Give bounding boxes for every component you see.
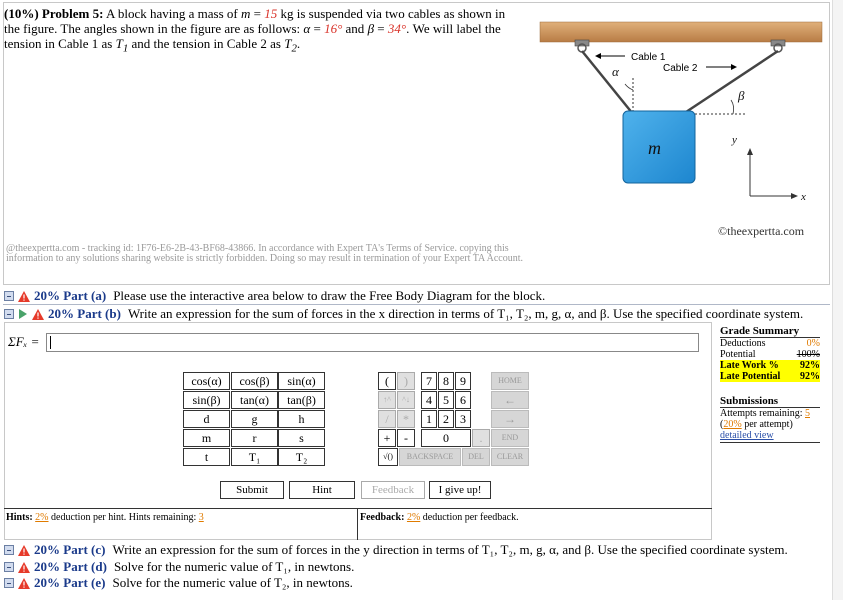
y-axis-label: y: [732, 134, 737, 146]
part-d-text: Solve for the numeric value of T₁, in newtons.: [113, 559, 355, 574]
warning-icon: [18, 562, 30, 573]
key-func[interactable]: t: [183, 448, 230, 466]
key-7[interactable]: 7: [421, 372, 437, 390]
beta-label: β: [738, 88, 745, 103]
part-a-text: Please use the interactive area below to draw the Free Body Diagram for the block.: [113, 288, 546, 303]
key-del[interactable]: DEL: [462, 448, 490, 466]
submissions-title: Submissions: [720, 396, 820, 408]
collapse-icon[interactable]: [4, 291, 14, 301]
part-b-pct: 20% Part (b): [48, 306, 121, 321]
key-func[interactable]: T₁: [231, 448, 278, 466]
key-func[interactable]: s: [278, 429, 325, 447]
per-attempt-row: (20% per attempt): [720, 419, 793, 430]
key-end[interactable]: END: [491, 429, 529, 447]
mass-unit: kg: [280, 6, 294, 21]
warning-icon: [18, 545, 30, 556]
hints-panel: [4, 508, 358, 540]
cable1-label: Cable 1: [631, 52, 666, 63]
key-mul[interactable]: *: [397, 410, 415, 428]
attempts-row: Attempts remaining: 5: [720, 408, 810, 419]
part-a-pct: 20% Part (a): [34, 288, 107, 303]
key-3[interactable]: 3: [455, 410, 471, 428]
late-work-row: Late Work % 92%: [720, 360, 820, 371]
warning-icon: [32, 309, 44, 320]
key-right[interactable]: →: [491, 410, 529, 428]
cable2-anchor: [771, 40, 785, 52]
cable1-anchor: [575, 40, 589, 52]
cable1-line: [582, 51, 633, 114]
cable2-label: Cable 2: [663, 63, 698, 74]
key-minus[interactable]: -: [397, 429, 415, 447]
key-left[interactable]: ←: [491, 391, 529, 409]
problem-statement: (10%) Problem 5: A block having a mass of m = 15 kg is suspended via two cables as shown in the figure. The angles shown in the figure are as follows: α = 16° and β = 34°. We will label the tension in Cable 1 as $T_1$ and the tension in Cable 2 as $T_2$.: [4, 6, 506, 55]
problem-text-1: A block having a mass of: [105, 6, 238, 21]
hints-label: Hints:: [6, 512, 33, 523]
play-arrow-icon: [19, 309, 27, 319]
collapse-icon[interactable]: [4, 545, 14, 555]
key-8[interactable]: 8: [438, 372, 454, 390]
part-b-row[interactable]: [4, 306, 803, 322]
key-func[interactable]: g: [231, 410, 278, 428]
warning-icon: [18, 291, 30, 302]
problem-text-2: is suspended via two cables as shown in the figure. The angles shown in the figure are as follows:: [4, 6, 506, 36]
alpha-value: 16°: [324, 21, 343, 36]
problem-header: (10%) Problem 5:: [4, 6, 104, 21]
key-sqrt[interactable]: √(): [378, 448, 398, 466]
part-a-row[interactable]: [4, 288, 545, 304]
key-paren-close[interactable]: ): [397, 372, 415, 390]
collapse-icon[interactable]: [4, 578, 14, 588]
part-c-text: Write an expression for the sum of forces in the y direction in terms of T₁, T₂, m, g, α, and β. Use the specified coordinate system.: [112, 542, 788, 557]
key-1[interactable]: 1: [421, 410, 437, 428]
give-up-button[interactable]: I give up!: [429, 481, 491, 499]
deductions-row: Deductions 0%: [720, 338, 820, 349]
mass-value: 15: [264, 6, 278, 21]
key-down[interactable]: ^↓: [397, 391, 415, 409]
part-b-text: Write an expression for the sum of forces in the x direction in terms of T₁, T₂, m, g, α, and β. Use the specified coordinate system.: [127, 306, 804, 321]
key-func[interactable]: tan(β): [278, 391, 325, 409]
ceiling: [540, 22, 822, 42]
answer-input[interactable]: [46, 333, 699, 352]
key-backspace[interactable]: BACKSPACE: [399, 448, 461, 466]
alpha-var: α: [303, 21, 311, 36]
feedback-panel: [357, 508, 712, 540]
beta-var: β: [367, 21, 375, 36]
feedback-label: Feedback:: [360, 512, 405, 523]
collapse-icon[interactable]: [4, 309, 14, 319]
key-func[interactable]: sin(α): [278, 372, 325, 390]
hints-text: deduction per hint. Hints remaining:: [51, 512, 197, 523]
and-text: and: [345, 21, 365, 36]
key-9[interactable]: 9: [455, 372, 471, 390]
key-func[interactable]: cos(α): [183, 372, 230, 390]
cable-figure: [535, 18, 830, 218]
key-dot[interactable]: .: [472, 429, 490, 447]
key-func[interactable]: h: [278, 410, 325, 428]
hint-button[interactable]: Hint: [289, 481, 355, 499]
mass-label: m: [648, 138, 661, 158]
key-func[interactable]: r: [231, 429, 278, 447]
part-c-row[interactable]: [4, 542, 788, 558]
x-axis-label: x: [801, 191, 806, 203]
t1-symbol: $T_1$: [115, 36, 129, 55]
feedback-pct: 2%: [406, 512, 421, 523]
beta-value: 34°: [387, 21, 407, 36]
cable2-line: [683, 51, 778, 114]
key-div[interactable]: /: [378, 410, 396, 428]
problem-text-3: . We will label the tension in Cable 1 as: [4, 21, 501, 51]
sum-fx-label: ΣFₓ =: [8, 334, 40, 349]
key-func[interactable]: d: [183, 410, 230, 428]
divider: [3, 304, 830, 305]
key-4[interactable]: 4: [421, 391, 437, 409]
part-e-pct: 20% Part (e): [34, 575, 106, 590]
key-plus[interactable]: +: [378, 429, 396, 447]
mass-var: m: [241, 6, 251, 21]
scrollbar[interactable]: [832, 0, 843, 600]
submissions-panel: [720, 396, 820, 443]
feedback-button[interactable]: Feedback: [361, 481, 425, 499]
submit-button[interactable]: Submit: [220, 481, 284, 499]
copyright: ©theexpertta.com: [718, 224, 805, 238]
grade-title: Grade Summary: [720, 326, 820, 338]
key-home[interactable]: HOME: [491, 372, 529, 390]
key-clear[interactable]: CLEAR: [491, 448, 529, 466]
key-6[interactable]: 6: [455, 391, 471, 409]
part-d-row[interactable]: [4, 559, 354, 575]
text-caret: [50, 336, 51, 349]
collapse-icon[interactable]: [4, 562, 14, 572]
grade-summary: [720, 326, 820, 382]
key-func[interactable]: cos(β): [231, 372, 278, 390]
part-d-pct: 20% Part (d): [34, 559, 107, 574]
part-c-pct: 20% Part (c): [34, 542, 106, 557]
alpha-label: α: [612, 64, 619, 79]
key-2[interactable]: 2: [438, 410, 454, 428]
potential-row: Potential 100%: [720, 349, 820, 360]
hints-remaining: 3: [198, 512, 204, 523]
feedback-text: deduction per feedback.: [422, 512, 519, 523]
detailed-view-link[interactable]: detailed view: [720, 430, 774, 441]
key-up[interactable]: ↑^: [378, 391, 396, 409]
key-0[interactable]: 0: [421, 429, 471, 447]
key-func[interactable]: sin(β): [183, 391, 230, 409]
late-potential-row: Late Potential 92%: [720, 371, 820, 382]
key-func[interactable]: tan(α): [231, 391, 278, 409]
key-paren-open[interactable]: (: [378, 372, 396, 390]
part-e-text: Solve for the numeric value of T₂, in newtons.: [112, 575, 353, 590]
key-func[interactable]: m: [183, 429, 230, 447]
t2-symbol: $T_2$: [284, 36, 297, 55]
key-func[interactable]: T₂: [278, 448, 325, 466]
problem-text-4: and the tension in Cable 2 as: [131, 36, 281, 51]
key-5[interactable]: 5: [438, 391, 454, 409]
warning-icon: [18, 578, 30, 589]
part-e-row[interactable]: [4, 575, 353, 591]
hints-pct: 2%: [35, 512, 49, 523]
watermark: @theexpertta.com - tracking id: 1F76-E6-2B-43-BF68-43866. In accordance with Expert TA's Terms of Service. copying this information to any solutions sharing website is strictly forbidden. Doing so may result in termination of your Expert TA Account.: [6, 243, 523, 264]
